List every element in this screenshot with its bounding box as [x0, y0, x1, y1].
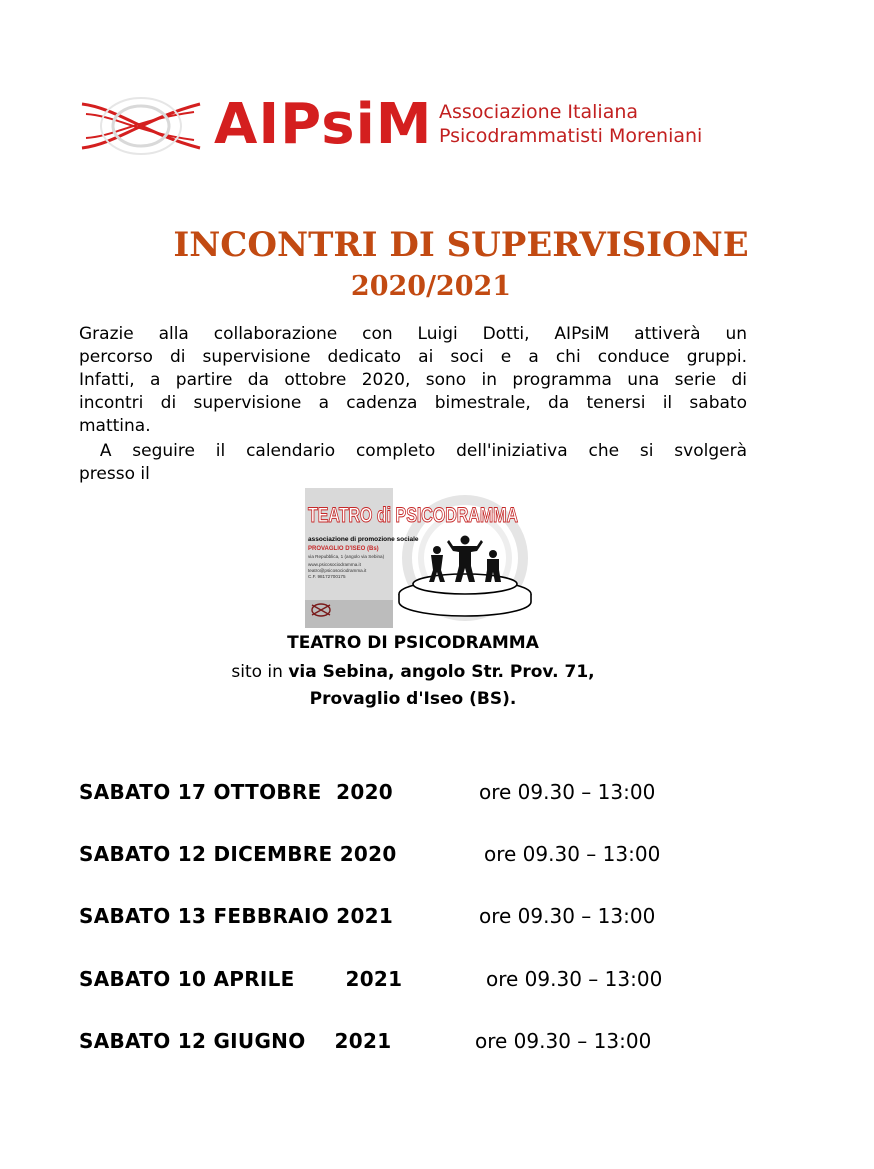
teatro-logo-address: via Repubblica, 1 (angolo via Sebina) [308, 554, 385, 559]
schedule-date: SABATO 13 FEBBRAIO 2021 [79, 904, 394, 928]
association-name [439, 100, 702, 148]
intro-paragraph [79, 323, 747, 438]
aipsim-logo [76, 92, 756, 164]
schedule-row [79, 780, 759, 810]
schedule-row [79, 904, 759, 934]
venue-city [0, 686, 826, 712]
schedule-row [79, 842, 759, 872]
aipsim-wordmark: AIPsiM [214, 92, 433, 157]
schedule-row [79, 1029, 759, 1059]
teatro-logo-place: PROVAGLIO D'ISEO (Bs) [308, 546, 379, 552]
intro-line: percorso di supervisione dedicato ai soci e a chi conduce gruppi. [79, 347, 747, 367]
schedule-date: SABATO 10 APRILE 2021 [79, 967, 403, 991]
venue-address-text: via Sebina, angolo Str. Prov. 71, [288, 662, 595, 682]
schedule-time: ore 09.30 – 13:00 [475, 1029, 652, 1053]
teatro-logo-email: teatro@psicosociodramma.it [308, 568, 367, 573]
teatro-logo-cf: C.F. 98172700175 [308, 574, 346, 579]
stage-icon [399, 574, 531, 616]
intro-paragraph-2 [79, 440, 747, 486]
venue-city-text: Provaglio d'Iseo (BS). [309, 689, 517, 709]
schedule-date: SABATO 17 OTTOBRE 2020 [79, 780, 393, 804]
intro-line: presso il [79, 464, 150, 484]
association-name-line1: Associazione Italiana [439, 101, 639, 123]
intro-line: Grazie alla collaborazione con Luigi Dotti, AIPsiM attiverà un [79, 324, 747, 344]
teatro-logo-title: TEATRO di PSICODRAMMA [308, 504, 518, 527]
page-subtitle-year: 2020/2021 [350, 271, 512, 302]
schedule-time: ore 09.30 – 13:00 [486, 967, 663, 991]
schedule-time: ore 09.30 – 13:00 [484, 842, 661, 866]
intro-line: incontri di supervisione a cadenza bimestrale, da tenersi il sabato [79, 393, 747, 413]
venue-address [0, 659, 826, 685]
schedule-row [79, 967, 759, 997]
intro-line: mattina. [79, 416, 151, 436]
aipsim-emblem-icon [76, 94, 206, 158]
venue-name-text: TEATRO DI PSICODRAMMA [287, 633, 539, 653]
intro-line: A seguire il calendario completo dell'iniziativa che si svolgerà [79, 441, 747, 461]
page-title: INCONTRI DI SUPERVISIONE [173, 225, 749, 265]
association-name-line2: Psicodrammatisti Moreniani [439, 125, 703, 147]
schedule-date: SABATO 12 DICEMBRE 2020 [79, 842, 397, 866]
schedule-time: ore 09.30 – 13:00 [479, 780, 656, 804]
teatro-logo-web: www.psicosociodramma.it [308, 562, 361, 567]
teatro-logo-subtitle: associazione di promozione sociale [308, 536, 419, 543]
venue-name [0, 630, 826, 656]
schedule-date: SABATO 12 GIUGNO 2021 [79, 1029, 392, 1053]
intro-line: Infatti, a partire da ottobre 2020, sono in programma una serie di [79, 370, 747, 390]
teatro-psicodramma-logo [305, 488, 520, 628]
schedule-time: ore 09.30 – 13:00 [479, 904, 656, 928]
venue-address-prefix: sito in [231, 662, 289, 682]
